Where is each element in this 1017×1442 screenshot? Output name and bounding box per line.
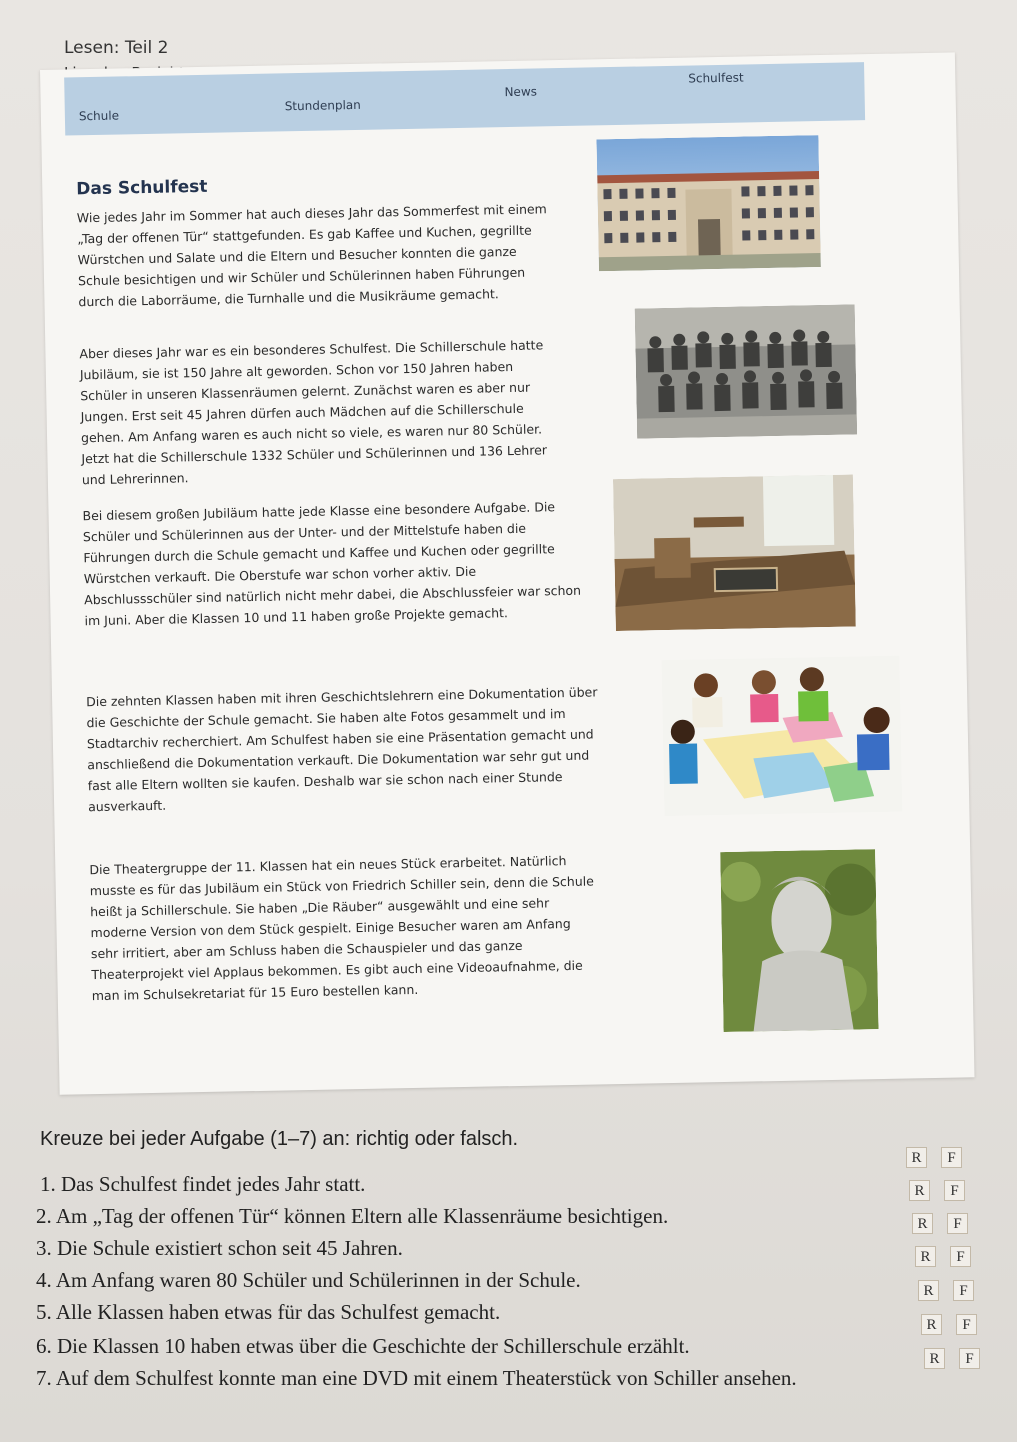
- article-paragraph-3: Bei diesem großen Jubiläum hatte jede Klasse eine besondere Aufgabe. Die Schüler und Schülerinnen aus der Unter- und der Mittelstufe haben die Führungen durch die Schule gemacht und Kaffee und Kuchen oder gegrillte Würstchen verkauft. Die Oberstufe war schon vorher aktiv. Die Abschlussschüler sind natürlich nicht mehr dabei, die Abschlussfeier war schon im Juni. Aber die Klassen 10 und 11 haben große Projekte gemacht.: [82, 499, 582, 629]
- nav-tab-stundenplan[interactable]: Stundenplan: [284, 97, 361, 114]
- checkbox-falsch-5[interactable]: F: [953, 1280, 974, 1301]
- historic-class-photo: [635, 304, 857, 438]
- task-instruction: Kreuze bei jeder Aufgabe (1–7) an: richtig oder falsch.: [40, 1128, 519, 1150]
- classroom-photo: [613, 474, 856, 631]
- checkbox-richtig-4[interactable]: R: [915, 1246, 936, 1267]
- article-paragraph-5: Die Theatergruppe der 11. Klassen hat ein neues Stück erarbeitet. Natürlich musste es für das Jubiläum ein Stück von Friedrich Schiller sein, denn die Schule heißt ja Schillerschule. Sie haben „Die Räuber“ ausgewählt und eine sehr moderne Version von dem Stück gespielt. Einige Besucher waren am Anfang sehr irritiert, aber am Schluss haben die Schauspieler und das ganze Theaterprojekt viel Applaus bekommen. Es gibt auch eine Videoaufnahme, die man im Schulsekretariat für 15 Euro bestellen kann.: [89, 853, 594, 1004]
- article-paragraph-4: Die zehnten Klassen haben mit ihren Geschichtslehrern eine Dokumentation über die Geschichte der Schule gemacht. Sie haben alte Fotos gesammelt und im Stadtarchiv recherchiert. Am Schulfest haben sie eine Präsentation gemacht und anschließend die Dokumentation verkauft. Die Dokumentation war sehr gut und fast alle Eltern wollten sie kaufen. Deshalb war sie schon nach einer Stunde ausverkauft.: [85, 684, 598, 815]
- nav-tab-news[interactable]: News: [504, 84, 538, 100]
- checkbox-falsch-4[interactable]: F: [950, 1246, 971, 1267]
- website-nav-bar: [64, 62, 865, 135]
- checkbox-falsch-1[interactable]: F: [941, 1147, 962, 1168]
- checkbox-richtig-1[interactable]: R: [906, 1147, 927, 1168]
- article-title: Das Schulfest: [76, 176, 208, 200]
- checkbox-falsch-3[interactable]: F: [947, 1213, 968, 1234]
- article-paragraph-1: Wie jedes Jahr im Sommer hat auch dieses Jahr das Sommerfest mit einem „Tag der offenen Tür“ stattgefunden. Es gab Kaffee und Kuchen, gegrillte Würstchen und Salate und die Eltern und Besucher konnten die ganze Schule besichtigen und wir Schüler und Schülerinnen haben Führungen durch die Laborräume, die Turnhalle und die Musikräume gemacht.: [76, 201, 547, 310]
- task-statement-4: 4. Am Anfang waren 80 Schüler und Schülerinnen in der Schule.: [36, 1268, 581, 1292]
- nav-tab-schulfest[interactable]: Schulfest: [688, 70, 744, 86]
- task-statement-7: 7. Auf dem Schulfest konnte man eine DVD mit einem Theaterstück von Schiller ansehen.: [36, 1366, 797, 1390]
- article-card: [40, 52, 975, 1094]
- task-statement-2: 2. Am „Tag der offenen Tür“ können Eltern alle Klassenräume besichtigen.: [36, 1204, 669, 1228]
- nav-tab-schule[interactable]: Schule: [78, 108, 120, 124]
- checkbox-richtig-5[interactable]: R: [918, 1280, 939, 1301]
- checkbox-richtig-6[interactable]: R: [921, 1314, 942, 1335]
- page-heading: Lesen: Teil 2: [64, 38, 169, 58]
- checkbox-richtig-3[interactable]: R: [912, 1213, 933, 1234]
- checkbox-falsch-2[interactable]: F: [944, 1180, 965, 1201]
- checkbox-falsch-6[interactable]: F: [956, 1314, 977, 1335]
- schiller-statue-photo: [720, 849, 878, 1032]
- checkbox-richtig-7[interactable]: R: [924, 1348, 945, 1369]
- checkbox-falsch-7[interactable]: F: [959, 1348, 980, 1369]
- task-statement-6: 6. Die Klassen 10 haben etwas über die Geschichte der Schillerschule erzählt.: [36, 1334, 690, 1358]
- task-statement-1: 1. Das Schulfest findet jedes Jahr statt.: [40, 1172, 366, 1196]
- school-building-photo: [596, 135, 820, 271]
- task-statement-5: 5. Alle Klassen haben etwas für das Schulfest gemacht.: [36, 1300, 501, 1324]
- kids-working-photo: [661, 656, 902, 817]
- article-paragraph-2: Aber dieses Jahr war es ein besonderes Schulfest. Die Schillerschule hatte Jubiläum, sie ist 150 Jahre alt geworden. Schon vor 150 Jahren haben Schüler in unseren Klassenräumen gelernt. Zunächst waren es aber nur Jungen. Erst seit 45 Jahren dürfen auch Mädchen auf die Schillerschule gehen. Am Anfang waren es auch nicht so viele, es waren nur 80 Schüler. Jetzt hat die Schillerschule 1332 Schüler und Schülerinnen und 136 Lehrer und Lehrerinnen.: [79, 337, 548, 488]
- task-statement-3: 3. Die Schule existiert schon seit 45 Jahren.: [36, 1236, 403, 1260]
- checkbox-richtig-2[interactable]: R: [909, 1180, 930, 1201]
